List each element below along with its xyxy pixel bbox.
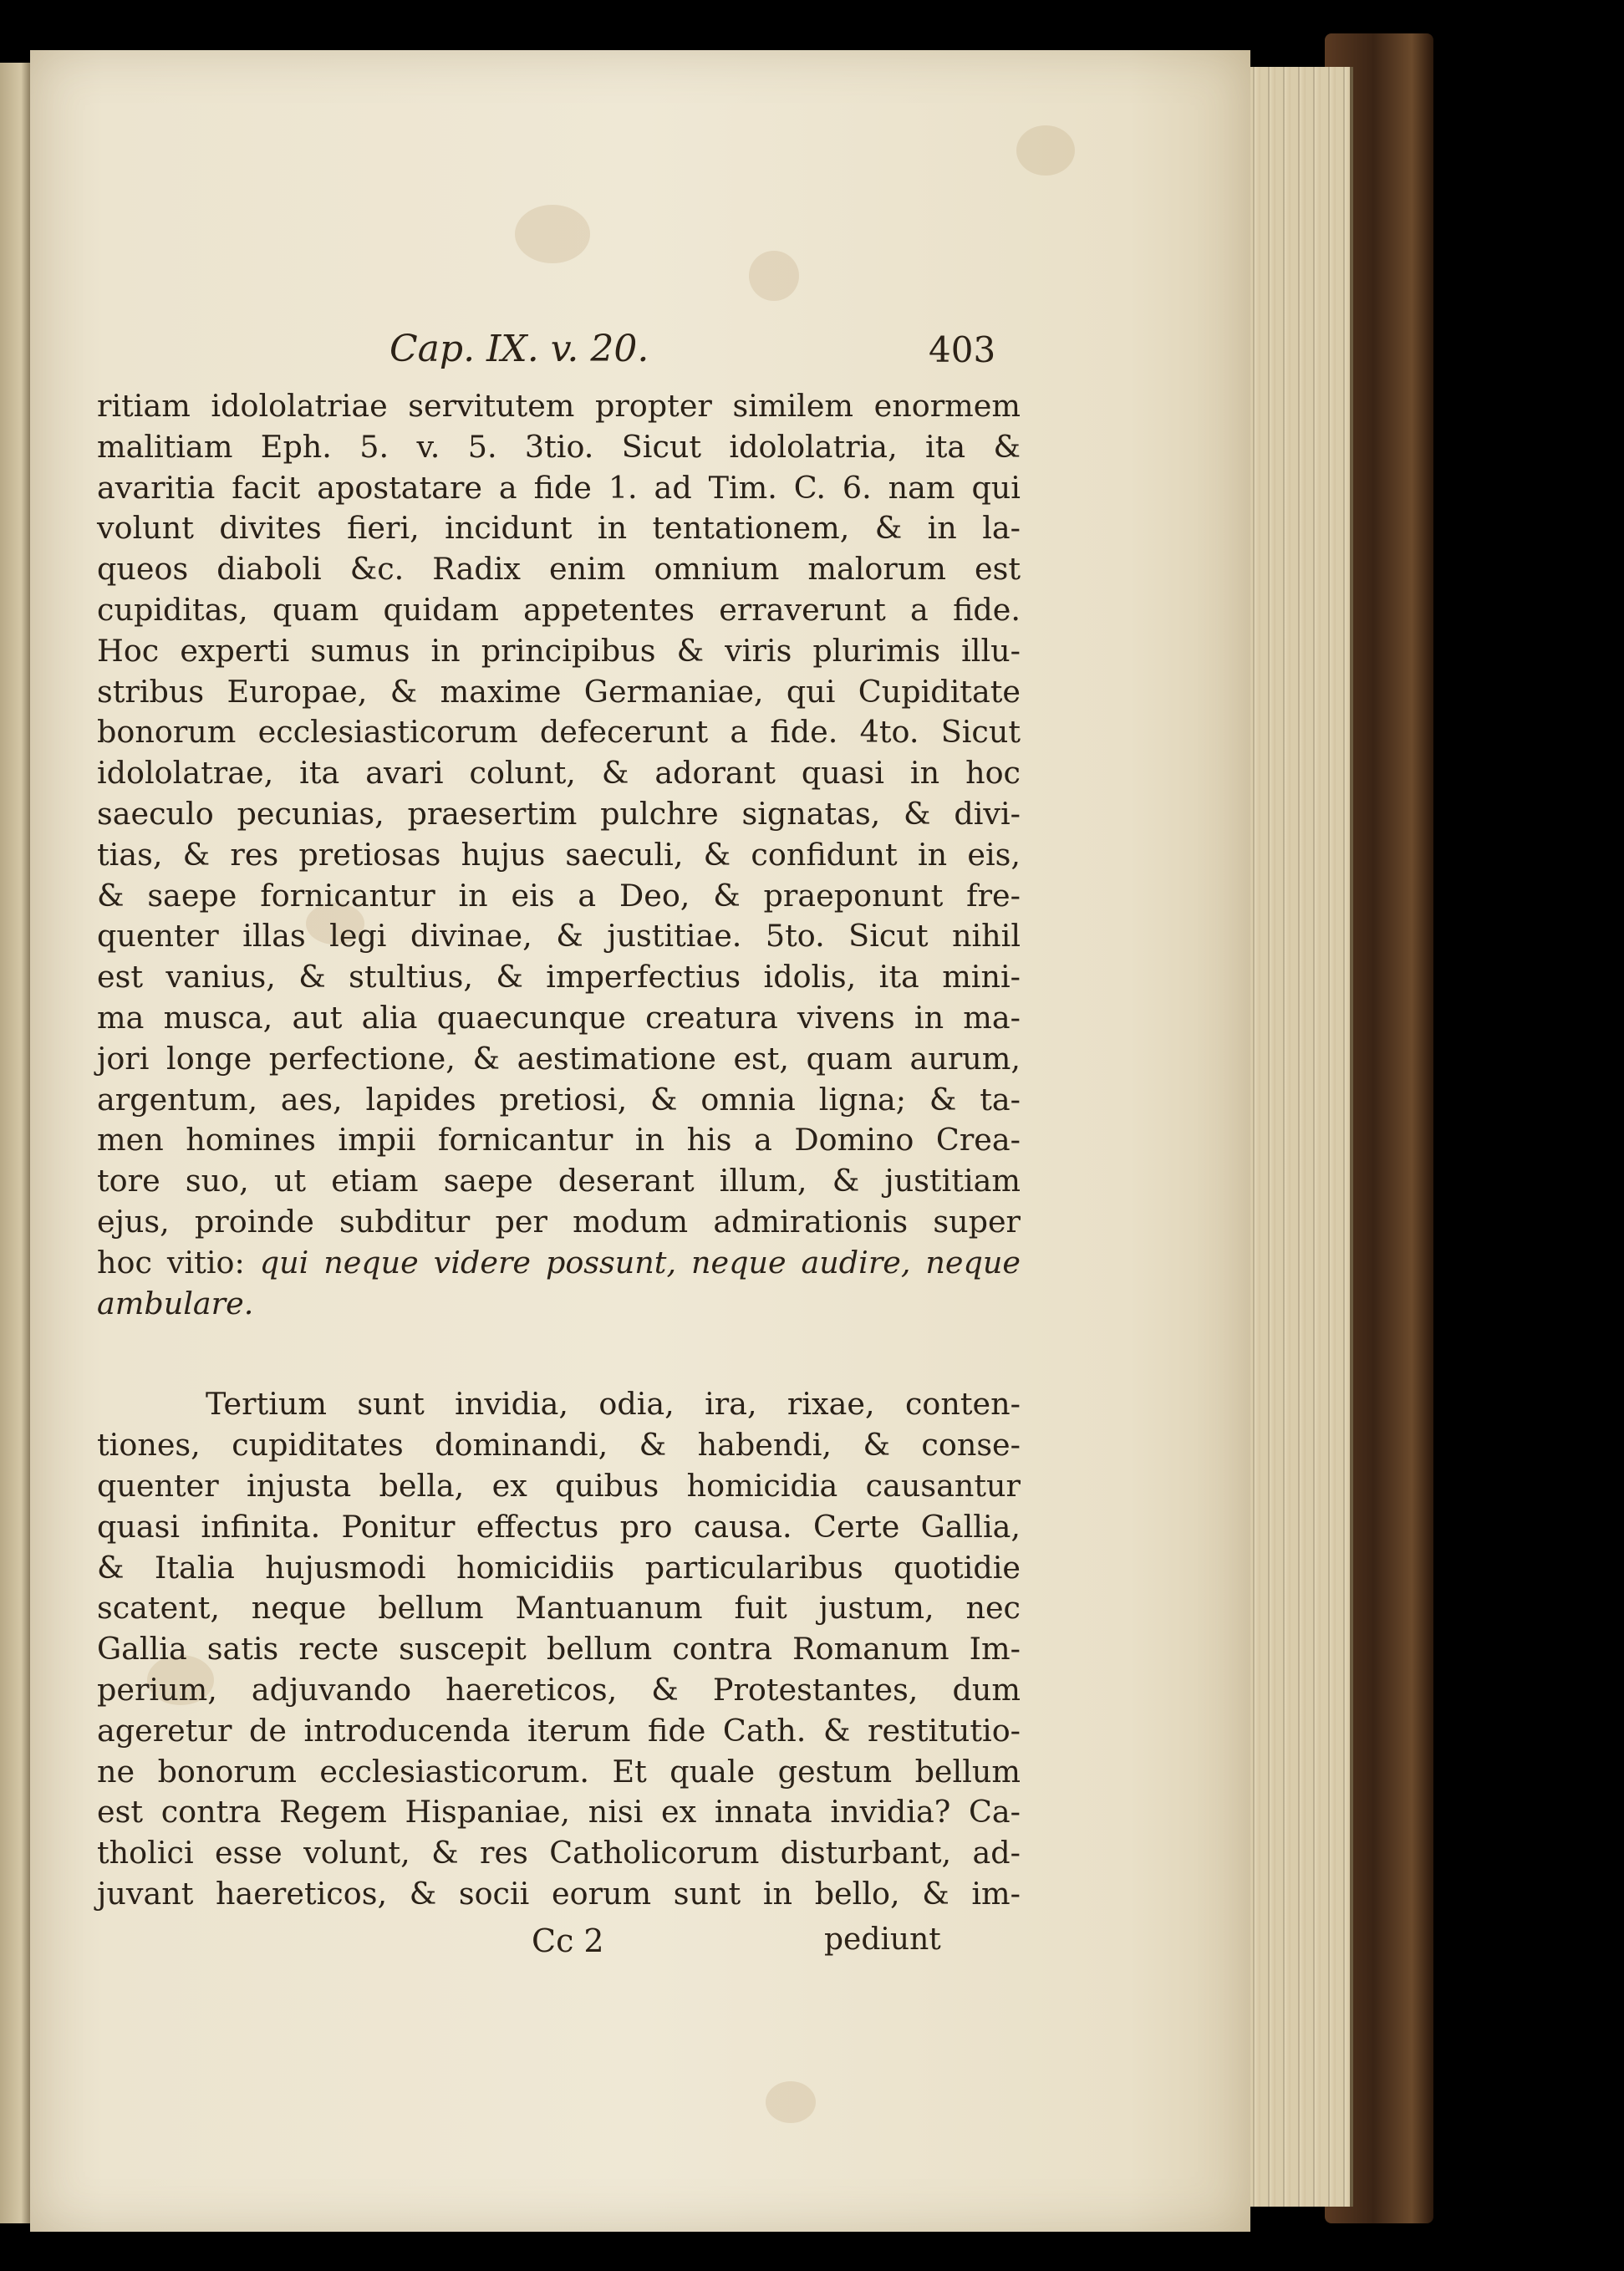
text-line: Tertium sunt invidia, odia, ira, rixae, conten- xyxy=(206,1386,1021,1423)
page-block-edges xyxy=(1245,67,1353,2207)
page-footer xyxy=(30,1922,1250,1964)
text-line: tiones, cupiditates dominandi, & habendi, & conse- xyxy=(97,1427,1021,1464)
body-text xyxy=(97,386,1021,1915)
text-line: idololatrae, ita avari colunt, & adorant quasi in hoc xyxy=(97,755,1021,792)
text-line: saeculo pecunias, praesertim pulchre signatas, & divi- xyxy=(97,795,1021,832)
text-line: jori longe perfectione, & aestimatione est, quam aurum, xyxy=(97,1040,1021,1077)
text-line: ejus, proinde subditur per modum admirationis super xyxy=(97,1203,1021,1240)
text-line: quenter illas legi divinae, & justitiae. 5to. Sicut nihil xyxy=(97,918,1021,955)
text-line: tore suo, ut etiam saepe deserant illum, & justitiam xyxy=(97,1163,1021,1199)
foxing-spot xyxy=(749,251,799,301)
catchword: pediunt xyxy=(824,1922,941,1957)
text-line: est contra Regem Hispaniae, nisi ex innata invidia? Ca- xyxy=(97,1794,1021,1831)
italic-quotation: qui neque videre possunt, neque audire, neque xyxy=(259,1244,1021,1281)
foxing-spot xyxy=(766,2081,816,2123)
book-page xyxy=(30,50,1250,2232)
text-lead: hoc vitio: xyxy=(97,1244,260,1281)
foxing-spot xyxy=(1016,125,1075,176)
text-line: volunt divites fieri, incidunt in tentationem, & in la- xyxy=(97,510,1021,547)
text-line: Gallia satis recte suscepit bellum contra Romanum Im- xyxy=(97,1631,1021,1668)
text-line: stribus Europae, & maxime Germaniae, qui Cupiditate xyxy=(97,673,1021,710)
text-line: avaritia facit apostatare a fide 1. ad Tim. C. 6. nam qui xyxy=(97,469,1021,506)
text-line: ne bonorum ecclesiasticorum. Et quale gestum bellum xyxy=(97,1753,1021,1790)
running-head xyxy=(30,328,1250,378)
text-line: quenter injusta bella, ex quibus homicidia causantur xyxy=(97,1467,1021,1504)
text-line: bonorum ecclesiasticorum defecerunt a fide. 4to. Sicut xyxy=(97,714,1021,751)
running-head-title: Cap. IX. v. 20. xyxy=(389,328,649,370)
text-line: & saepe fornicantur in eis a Deo, & praeponunt fre- xyxy=(97,877,1021,914)
paragraph-2 xyxy=(97,1384,1021,1914)
text-line: juvant haereticos, & socii eorum sunt in bello, & im- xyxy=(97,1875,1021,1912)
text-line: cupiditas, quam quidam appetentes erraverunt a fide. xyxy=(97,591,1021,628)
text-line: est vanius, & stultius, & imperfectius idolis, ita mini- xyxy=(97,959,1021,995)
paragraph-gap xyxy=(97,1324,1021,1384)
text-line: scatent, neque bellum Mantuanum fuit justum, nec xyxy=(97,1590,1021,1627)
page-number: 403 xyxy=(929,329,996,370)
text-line: tholici esse volunt, & res Catholicorum disturbant, ad- xyxy=(97,1835,1021,1871)
text-line: perium, adjuvando haereticos, & Protestantes, dum xyxy=(97,1671,1021,1708)
text-line: men homines impii fornicantur in his a Domino Crea- xyxy=(97,1122,1021,1158)
text-line: malitiam Eph. 5. v. 5. 3tio. Sicut idololatria, ita & xyxy=(97,428,1021,465)
text-line: ritiam idololatriae servitutem propter similem enormem xyxy=(97,388,1021,424)
text-line: tias, & res pretiosas hujus saeculi, & confidunt in eis, xyxy=(97,836,1021,873)
text-line: ageretur de introducenda iterum fide Cath. & restitutio- xyxy=(97,1712,1021,1749)
signature-mark: Cc 2 xyxy=(532,1922,604,1959)
text-line: queos diaboli &c. Radix enim omnium malorum est xyxy=(97,551,1021,588)
text-line: ma musca, aut alia quaecunque creatura vivens in ma- xyxy=(97,999,1021,1036)
text-line-mixed xyxy=(97,1243,1021,1284)
paragraph-1 xyxy=(97,386,1021,1324)
text-line: & Italia hujusmodi homicidiis particularibus quotidie xyxy=(97,1549,1021,1586)
text-line: quasi infinita. Ponitur effectus pro causa. Certe Gallia, xyxy=(97,1508,1021,1545)
foxing-spot xyxy=(515,205,590,263)
text-line-final: ambulare. xyxy=(97,1285,254,1321)
text-line: Hoc experti sumus in principibus & viris plurimis illu- xyxy=(97,632,1021,669)
previous-page-edge xyxy=(0,63,30,2223)
text-line: argentum, aes, lapides pretiosi, & omnia ligna; & ta- xyxy=(97,1081,1021,1118)
